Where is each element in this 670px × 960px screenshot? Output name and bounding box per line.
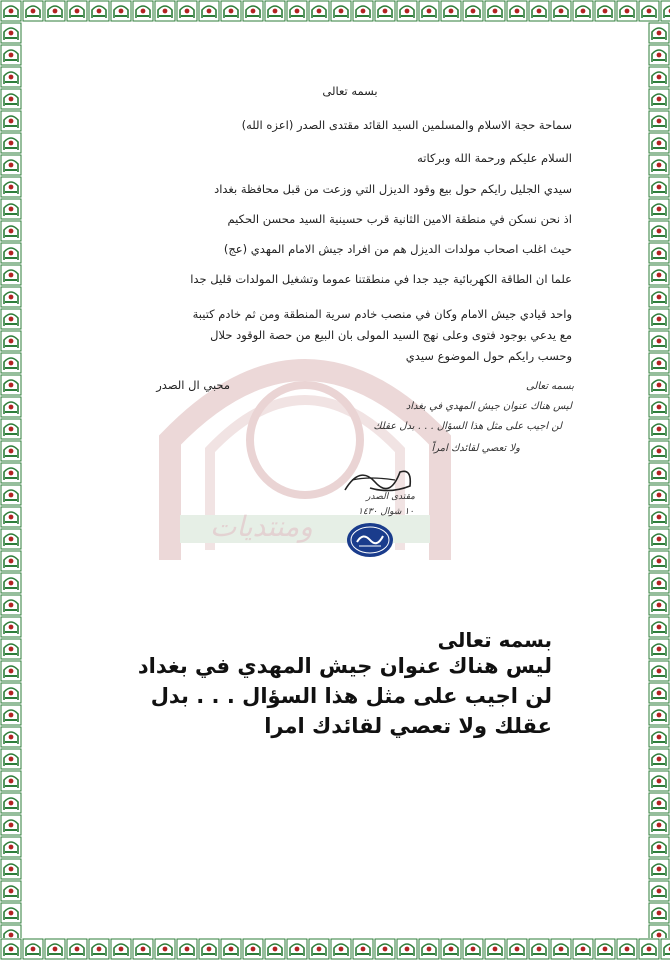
- border-tile: [0, 396, 22, 418]
- border-tile: [330, 0, 352, 22]
- border-tile: [418, 0, 440, 22]
- border-tile: [0, 836, 22, 858]
- border-tile: [286, 0, 308, 22]
- bottom-border: [0, 938, 670, 960]
- letter-heading: بسمه تعالى: [322, 84, 378, 98]
- border-tile: [220, 0, 242, 22]
- border-tile: [506, 938, 528, 960]
- border-tile: [648, 660, 670, 682]
- border-tile: [0, 286, 22, 308]
- border-tile: [0, 938, 22, 960]
- border-tile: [374, 0, 396, 22]
- border-tile: [648, 440, 670, 462]
- border-tile: [648, 462, 670, 484]
- border-tile: [198, 0, 220, 22]
- border-tile: [648, 902, 670, 924]
- border-tile: [648, 396, 670, 418]
- border-tile: [0, 440, 22, 462]
- border-tile: [0, 198, 22, 220]
- border-tile: [648, 88, 670, 110]
- border-tile: [506, 0, 528, 22]
- border-tile: [572, 0, 594, 22]
- border-tile: [638, 0, 660, 22]
- letter-line: السلام عليكم ورحمة الله وبركاته: [417, 151, 572, 165]
- border-tile: [648, 792, 670, 814]
- border-tile: [242, 938, 264, 960]
- official-stamp: [345, 520, 395, 560]
- border-tile: [648, 286, 670, 308]
- border-tile: [648, 154, 670, 176]
- border-tile: [648, 418, 670, 440]
- letter-line: اذ نحن نسكن في منطقة الامين الثانية قرب حسينية السيد محسن الحكيم: [227, 212, 572, 226]
- border-tile: [0, 528, 22, 550]
- border-tile: [22, 0, 44, 22]
- border-tile: [88, 0, 110, 22]
- border-tile: [0, 572, 22, 594]
- transcription-line: بسمه تعالى: [437, 628, 552, 652]
- border-tile: [0, 484, 22, 506]
- border-tile: [0, 858, 22, 880]
- border-tile: [154, 938, 176, 960]
- transcription-line: عقلك ولا تعصي لقائدك امرا: [264, 714, 552, 738]
- border-tile: [0, 242, 22, 264]
- border-tile: [0, 814, 22, 836]
- border-tile: [88, 938, 110, 960]
- border-tile: [462, 938, 484, 960]
- border-tile: [648, 550, 670, 572]
- border-tile: [418, 938, 440, 960]
- border-tile: [528, 938, 550, 960]
- border-tile: [308, 938, 330, 960]
- border-tile: [374, 938, 396, 960]
- border-tile: [648, 352, 670, 374]
- border-tile: [352, 938, 374, 960]
- border-tile: [572, 938, 594, 960]
- border-tile: [0, 506, 22, 528]
- border-tile: [132, 0, 154, 22]
- border-tile: [648, 858, 670, 880]
- border-tile: [176, 0, 198, 22]
- border-tile: [648, 374, 670, 396]
- border-tile: [648, 770, 670, 792]
- border-tile: [66, 0, 88, 22]
- border-tile: [352, 0, 374, 22]
- border-tile: [648, 44, 670, 66]
- border-tile: [462, 0, 484, 22]
- border-tile: [0, 66, 22, 88]
- border-tile: [616, 938, 638, 960]
- border-tile: [0, 462, 22, 484]
- letter-line: سيدي الجليل رايكم حول بيع وقود الديزل التي وزعت من قبل محافظة بغداد: [214, 182, 572, 196]
- border-tile: [330, 938, 352, 960]
- border-tile: [66, 938, 88, 960]
- border-tile: [308, 0, 330, 22]
- border-tile: [0, 792, 22, 814]
- border-tile: [648, 880, 670, 902]
- border-tile: [176, 938, 198, 960]
- border-tile: [0, 638, 22, 660]
- border-tile: [648, 66, 670, 88]
- handwritten-line: بسمه تعالى: [525, 381, 574, 392]
- border-tile: [484, 938, 506, 960]
- handwritten-line: ولا تعصي لقائدك امراً: [431, 443, 520, 454]
- border-tile: [648, 528, 670, 550]
- border-tile: [0, 770, 22, 792]
- letter-line: سماحة حجة الاسلام والمسلمين السيد القائد مقتدى الصدر (اعزه الله): [241, 118, 572, 132]
- border-tile: [648, 330, 670, 352]
- border-tile: [440, 938, 462, 960]
- border-tile: [0, 374, 22, 396]
- border-tile: [0, 924, 22, 938]
- border-tile: [0, 0, 22, 22]
- border-tile: [648, 726, 670, 748]
- border-tile: [660, 0, 670, 22]
- border-tile: [0, 682, 22, 704]
- border-tile: [648, 836, 670, 858]
- border-tile: [648, 594, 670, 616]
- border-tile: [648, 924, 670, 938]
- border-tile: [0, 660, 22, 682]
- watermark-text: ومنتديات: [210, 510, 313, 543]
- border-tile: [0, 330, 22, 352]
- border-tile: [648, 176, 670, 198]
- handwritten-line: ليس هناك عنوان جيش المهدي في بغداد: [405, 401, 572, 412]
- handwritten-line: لن اجيب على مثل هذا السؤال . . . بدل عقلك: [373, 421, 562, 432]
- border-tile: [286, 938, 308, 960]
- border-tile: [0, 154, 22, 176]
- border-tile: [550, 0, 572, 22]
- border-tile: [648, 814, 670, 836]
- signature-scribble: [340, 460, 420, 500]
- border-tile: [0, 88, 22, 110]
- border-tile: [0, 220, 22, 242]
- signature-date: ١٠ شوال ١٤٣٠: [358, 507, 414, 517]
- border-tile: [648, 616, 670, 638]
- border-tile: [110, 0, 132, 22]
- border-tile: [0, 418, 22, 440]
- border-tile: [0, 616, 22, 638]
- border-tile: [0, 132, 22, 154]
- top-border: [0, 0, 670, 22]
- border-tile: [0, 308, 22, 330]
- border-tile: [110, 938, 132, 960]
- border-tile: [648, 22, 670, 44]
- border-tile: [0, 902, 22, 924]
- border-tile: [594, 0, 616, 22]
- border-tile: [198, 938, 220, 960]
- border-tile: [0, 748, 22, 770]
- border-tile: [264, 0, 286, 22]
- border-tile: [396, 938, 418, 960]
- left-border: [0, 22, 22, 938]
- border-tile: [0, 264, 22, 286]
- letter-signoff: محبي ال الصدر: [156, 378, 230, 392]
- border-tile: [484, 0, 506, 22]
- border-tile: [660, 938, 670, 960]
- letter-line: وحسب رايكم حول الموضوع سيدي: [405, 349, 572, 363]
- transcription-line: لن اجيب على مثل هذا السؤال . . . بدل: [150, 684, 552, 708]
- border-tile: [0, 880, 22, 902]
- signature-name: مقتدى الصدر: [366, 492, 415, 502]
- border-tile: [440, 0, 462, 22]
- border-tile: [648, 110, 670, 132]
- border-tile: [648, 220, 670, 242]
- letter-line: واحد قيادي جيش الامام وكان في منصب خادم سرية المنطقة ومن ثم خادم كتيبة: [192, 307, 572, 321]
- border-tile: [0, 22, 22, 44]
- border-tile: [242, 0, 264, 22]
- border-tile: [44, 938, 66, 960]
- border-tile: [648, 264, 670, 286]
- border-tile: [648, 682, 670, 704]
- border-tile: [648, 506, 670, 528]
- border-tile: [648, 198, 670, 220]
- transcription-line: ليس هناك عنوان جيش المهدي في بغداد: [137, 654, 552, 678]
- border-tile: [648, 638, 670, 660]
- border-tile: [154, 0, 176, 22]
- border-tile: [648, 748, 670, 770]
- border-tile: [528, 0, 550, 22]
- border-tile: [0, 176, 22, 198]
- border-tile: [22, 938, 44, 960]
- border-tile: [0, 352, 22, 374]
- border-tile: [264, 938, 286, 960]
- border-tile: [0, 726, 22, 748]
- border-tile: [648, 572, 670, 594]
- border-tile: [0, 594, 22, 616]
- border-tile: [648, 242, 670, 264]
- border-tile: [0, 704, 22, 726]
- border-tile: [0, 550, 22, 572]
- border-tile: [648, 484, 670, 506]
- border-tile: [594, 938, 616, 960]
- right-border: [648, 22, 670, 938]
- letter-line: علما ان الطاقة الكهربائية جيد جدا في منطقتنا عموما وتشغيل المولدات قليل جدا: [190, 272, 572, 286]
- border-tile: [0, 110, 22, 132]
- border-tile: [648, 704, 670, 726]
- border-tile: [616, 0, 638, 22]
- border-tile: [638, 938, 660, 960]
- letter-line: مع يدعي بوجود فتوى وعلى نهج السيد المولى بان البيع من حصة الوقود حلال: [210, 328, 572, 342]
- letter-line: حيث اغلب اصحاب مولدات الديزل هم من افراد جيش الامام المهدي (عج): [223, 242, 572, 256]
- border-tile: [0, 44, 22, 66]
- border-tile: [220, 938, 242, 960]
- border-tile: [550, 938, 572, 960]
- border-tile: [648, 132, 670, 154]
- border-tile: [648, 308, 670, 330]
- border-tile: [44, 0, 66, 22]
- border-tile: [396, 0, 418, 22]
- border-tile: [132, 938, 154, 960]
